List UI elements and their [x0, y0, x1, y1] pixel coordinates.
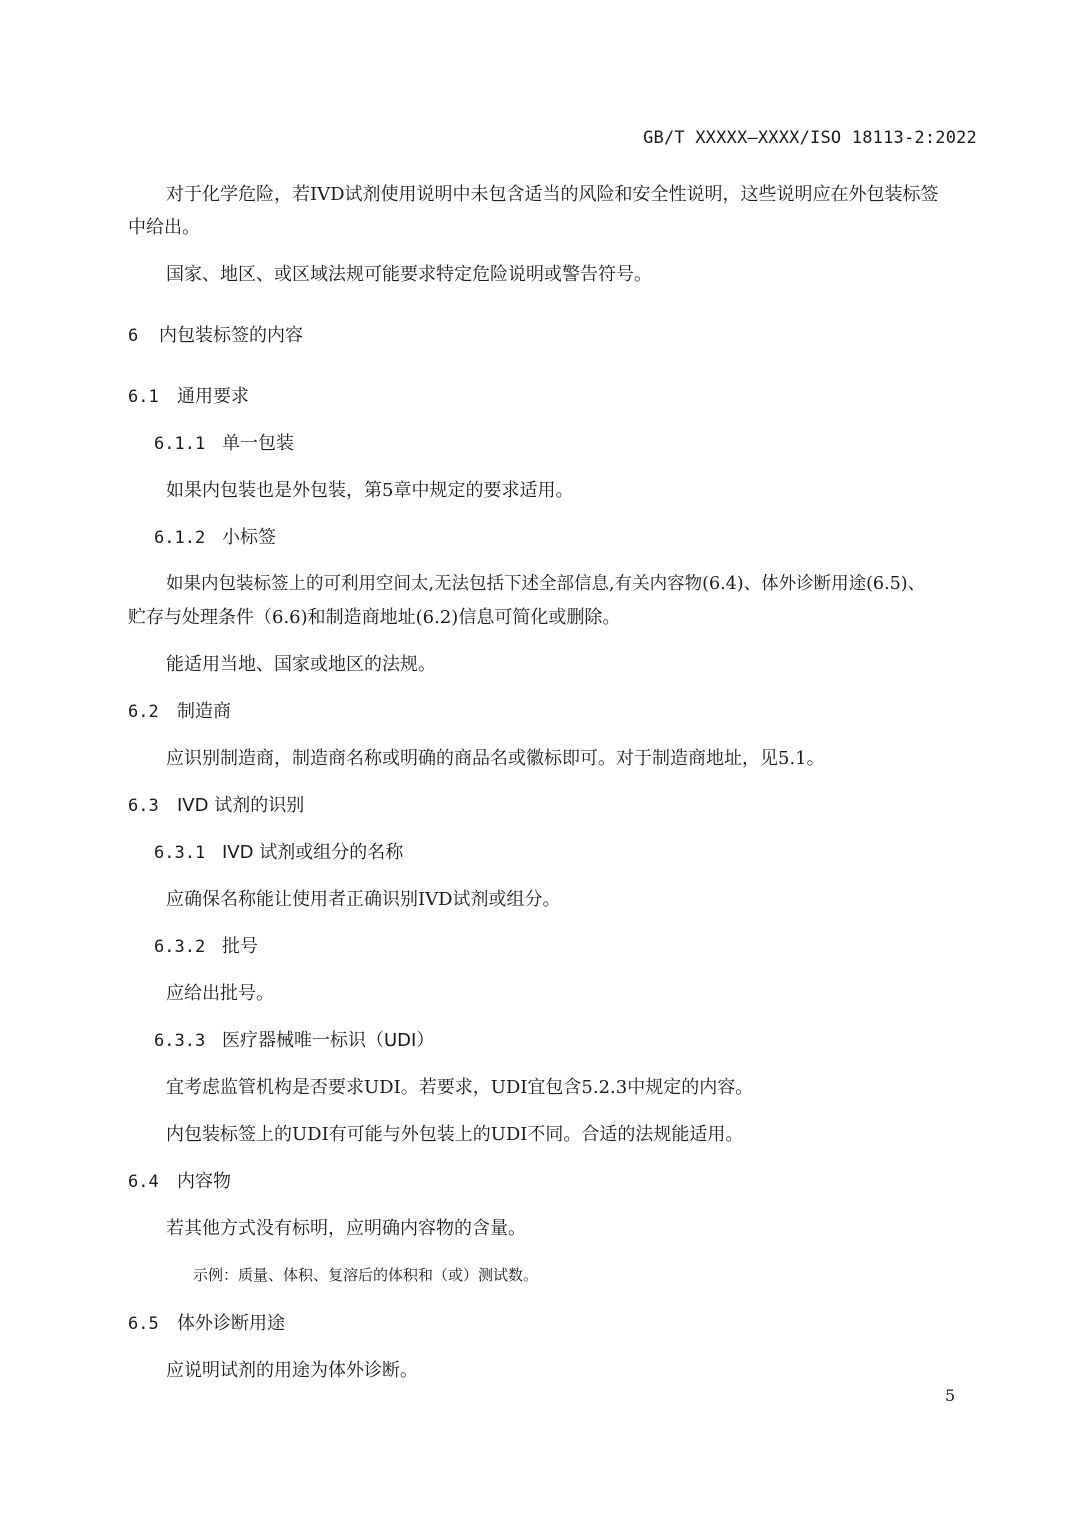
section-title: 单一包装	[222, 433, 294, 454]
section-6-3-1-heading	[154, 838, 403, 864]
section-number: 6.1.1	[154, 434, 206, 454]
paragraph-national-regulations: 国家、地区、或区域法规可能要求特定危险说明或警告符号。	[166, 264, 652, 285]
paragraph-6-1-2-regulations: 能适用当地、国家或地区的法规。	[166, 654, 436, 675]
section-number: 6	[128, 326, 139, 346]
section-title: 制造商	[177, 701, 231, 722]
section-number: 6.1.2	[154, 528, 206, 548]
section-title: 内包装标签的内容	[159, 325, 303, 346]
section-number: 6.1	[128, 387, 159, 407]
section-6-3-heading	[128, 791, 304, 817]
paragraph-6-1-2-line2: 贮存与处理条件（6.6)和制造商地址(6.2)信息可简化或删除。	[128, 607, 621, 628]
paragraph-6-4: 若其他方式没有标明，应明确内容物的含量。	[166, 1218, 526, 1239]
section-number: 6.2	[128, 702, 159, 722]
section-6-1-2-heading	[154, 523, 276, 549]
section-number: 6.5	[128, 1314, 159, 1334]
paragraph-6-3-2: 应给出批号。	[166, 983, 274, 1004]
paragraph-6-3-3-a: 宜考虑监管机构是否要求UDI。若要求，UDI宜包含5.2.3中规定的内容。	[166, 1077, 754, 1098]
section-title: 医疗器械唯一标识（UDI）	[222, 1030, 435, 1051]
paragraph-chemical-hazard-line1: 对于化学危险，若IVD试剂使用说明中未包含适当的风险和安全性说明，这些说明应在外包装标签	[166, 184, 939, 205]
section-6-3-3-heading	[154, 1026, 434, 1052]
section-title: IVD 试剂或组分的名称	[222, 842, 404, 863]
section-title: 体外诊断用途	[177, 1313, 285, 1334]
paragraph-6-2: 应识别制造商，制造商名称或明确的商品名或徽标即可。对于制造商地址，见5.1。	[166, 748, 825, 769]
paragraph-6-1-2-line1: 如果内包装标签上的可利用空间太,无法包括下述全部信息,有关内容物(6.4)、体外诊断用途(6.5)、	[166, 574, 926, 594]
section-6-1-heading	[128, 382, 249, 408]
paragraph-chemical-hazard-line2: 中给出。	[128, 217, 200, 238]
standard-code: GB/T XXXXX—XXXX/ISO 18113-2:2022	[643, 128, 977, 148]
section-number: 6.4	[128, 1172, 159, 1192]
section-title: 通用要求	[177, 386, 249, 407]
section-number: 6.3.2	[154, 937, 206, 957]
section-number: 6.3.1	[154, 843, 206, 863]
section-6-3-2-heading	[154, 932, 258, 958]
section-number: 6.3.3	[154, 1031, 206, 1051]
section-6-2-heading	[128, 697, 231, 723]
example-6-4: 示例：质量、体积、复溶后的体积和（或）测试数。	[193, 1266, 539, 1284]
section-6-4-heading	[128, 1167, 231, 1193]
section-6-5-heading	[128, 1309, 285, 1335]
paragraph-6-3-1: 应确保名称能让使用者正确识别IVD试剂或组分。	[166, 889, 561, 910]
section-title: 批号	[222, 936, 258, 957]
paragraph-6-1-1: 如果内包装也是外包装，第5章中规定的要求适用。	[166, 480, 574, 501]
page-number: 5	[945, 1386, 956, 1405]
section-number: 6.3	[128, 796, 159, 816]
section-6-1-1-heading	[154, 429, 294, 455]
section-title: 小标签	[222, 527, 276, 548]
section-6-heading	[128, 321, 303, 347]
section-title: IVD 试剂的识别	[177, 795, 305, 816]
section-title: 内容物	[177, 1171, 231, 1192]
paragraph-6-5: 应说明试剂的用途为体外诊断。	[166, 1360, 418, 1381]
paragraph-6-3-3-b: 内包装标签上的UDI有可能与外包装上的UDI不同。合适的法规能适用。	[166, 1124, 744, 1145]
